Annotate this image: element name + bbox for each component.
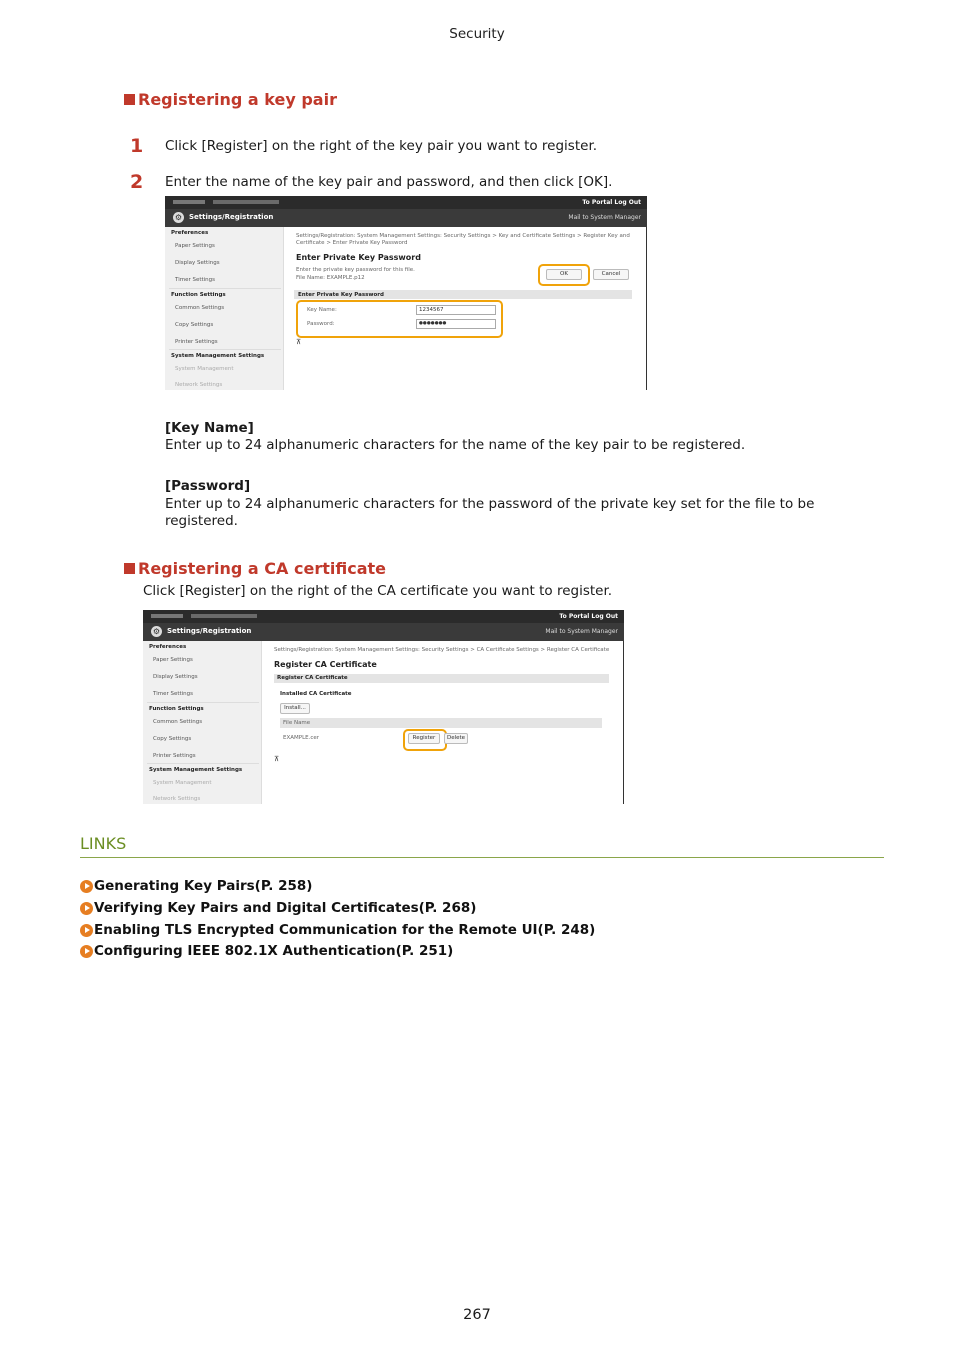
register-button[interactable]: Register bbox=[408, 733, 440, 744]
password-label: Password: bbox=[307, 321, 335, 327]
section-text: Click [Register] on the right of the CA certificate you want to register. bbox=[143, 583, 613, 599]
breadcrumb: Settings/Registration: System Management Settings: Security Settings > CA Certificate Settings > Register CA Certificate bbox=[274, 647, 610, 653]
delete-button[interactable]: Delete bbox=[444, 733, 468, 744]
link-text: Enabling TLS Encrypted Communication for the Remote UI(P. 248) bbox=[94, 922, 596, 938]
sidebar-group: Function Settings bbox=[171, 292, 226, 298]
app-title: Settings/Registration bbox=[167, 627, 252, 635]
app-title: Settings/Registration bbox=[189, 213, 274, 221]
sidebar-group: System Management Settings bbox=[171, 353, 265, 359]
page-number: 267 bbox=[463, 1307, 491, 1323]
key-name-input[interactable]: 1234567 bbox=[416, 305, 496, 315]
sidebar-item: Paper Settings bbox=[153, 657, 193, 663]
mail-link: Mail to System Manager bbox=[568, 214, 641, 221]
sidebar-item: Printer Settings bbox=[175, 339, 218, 345]
mail-link: Mail to System Manager bbox=[545, 628, 618, 635]
sidebar-item: Network Settings bbox=[153, 796, 201, 802]
term-password: [Password] bbox=[165, 478, 251, 494]
sidebar-item: System Management bbox=[175, 366, 234, 372]
screenshot-enter-private-key-password bbox=[165, 196, 647, 390]
sidebar-item: System Management bbox=[153, 780, 212, 786]
screen-heading: Register CA Certificate bbox=[274, 660, 377, 669]
password-input[interactable]: ●●●●●●● bbox=[416, 319, 496, 329]
band-title: Register CA Certificate bbox=[277, 675, 348, 681]
table-header bbox=[280, 718, 602, 728]
section-title-ca-certificate bbox=[124, 559, 386, 578]
step-number: 1 bbox=[130, 135, 144, 157]
term-key-name-desc: Enter up to 24 alphanumeric characters for the name of the key pair to be registered. bbox=[165, 437, 746, 453]
breadcrumb: Settings/Registration: System Management Settings: Security Settings > Key and Certificate Settings > Register Key and Certificate > Enter Private Key Password bbox=[296, 233, 630, 246]
sidebar-item: Copy Settings bbox=[175, 322, 214, 328]
scroll-top-icon[interactable]: ⊼ bbox=[296, 338, 302, 346]
arrow-circle-icon bbox=[80, 924, 93, 937]
sidebar-item: Display Settings bbox=[175, 260, 220, 266]
band-title: Enter Private Key Password bbox=[298, 292, 384, 298]
sidebar-item: Timer Settings bbox=[153, 691, 194, 697]
step-text: Enter the name of the key pair and password, and then click [OK]. bbox=[165, 174, 613, 190]
section-marker-icon bbox=[124, 563, 135, 574]
settings-gear-icon: ⚙ bbox=[152, 627, 161, 636]
sidebar-group: Preferences bbox=[171, 230, 209, 236]
sidebar bbox=[165, 227, 284, 390]
sidebar-item: Timer Settings bbox=[175, 277, 216, 283]
link-verifying-key-pairs[interactable] bbox=[80, 900, 476, 916]
sidebar-item: Copy Settings bbox=[153, 736, 192, 742]
arrow-circle-icon bbox=[80, 880, 93, 893]
step-text: Click [Register] on the right of the key pair you want to register. bbox=[165, 138, 598, 154]
screen-heading: Enter Private Key Password bbox=[296, 253, 421, 262]
cancel-button[interactable]: Cancel bbox=[593, 269, 629, 280]
link-enabling-tls[interactable] bbox=[80, 922, 595, 938]
sidebar-item: Network Settings bbox=[175, 382, 223, 388]
link-text: Configuring IEEE 802.1X Authentication(P. 251) bbox=[94, 943, 454, 959]
arrow-circle-icon bbox=[80, 902, 93, 915]
link-text: Verifying Key Pairs and Digital Certificates(P. 268) bbox=[94, 900, 477, 916]
portal-logout-links: To Portal Log Out bbox=[582, 199, 641, 206]
sidebar-item: Printer Settings bbox=[153, 753, 196, 759]
certificate-file: EXAMPLE.cer bbox=[283, 735, 320, 741]
section-title-text: Registering a key pair bbox=[138, 90, 337, 109]
section-title-text: Registering a CA certificate bbox=[138, 559, 386, 578]
ok-button[interactable]: OK bbox=[546, 269, 582, 280]
arrow-circle-icon bbox=[80, 945, 93, 958]
section-title-key-pair bbox=[124, 90, 337, 109]
sidebar-item: Common Settings bbox=[153, 719, 203, 725]
portal-logout-links: To Portal Log Out bbox=[559, 613, 618, 620]
link-text: Generating Key Pairs(P. 258) bbox=[94, 878, 313, 894]
sidebar-item: Paper Settings bbox=[175, 243, 215, 249]
settings-gear-icon: ⚙ bbox=[174, 213, 183, 222]
key-name-label: Key Name: bbox=[307, 307, 337, 313]
sidebar-group: System Management Settings bbox=[149, 767, 243, 773]
screenshot-register-ca-certificate bbox=[143, 610, 624, 804]
sidebar-group: Preferences bbox=[149, 644, 187, 650]
instruction-text: Enter the private key password for this file. bbox=[296, 267, 415, 273]
file-name-column: File Name bbox=[283, 720, 311, 726]
page-header: Security bbox=[449, 26, 505, 42]
term-key-name: [Key Name] bbox=[165, 420, 254, 436]
term-password-desc: Enter up to 24 alphanumeric characters for the password of the private key set for the file to be registered. bbox=[165, 496, 815, 529]
scroll-top-icon[interactable]: ⊼ bbox=[274, 755, 280, 763]
step-number: 2 bbox=[130, 171, 144, 193]
links-divider bbox=[80, 857, 884, 858]
install-button[interactable]: Install... bbox=[280, 703, 310, 714]
sidebar-group: Function Settings bbox=[149, 706, 204, 712]
link-configuring-ieee[interactable] bbox=[80, 943, 453, 959]
installed-heading: Installed CA Certificate bbox=[280, 691, 352, 697]
sidebar-item: Display Settings bbox=[153, 674, 198, 680]
links-title: LINKS bbox=[80, 834, 127, 853]
section-marker-icon bbox=[124, 94, 135, 105]
link-generating-key-pairs[interactable] bbox=[80, 878, 312, 894]
file-name-text: File Name: EXAMPLE.p12 bbox=[296, 275, 365, 281]
sidebar bbox=[143, 641, 262, 804]
sidebar-item: Common Settings bbox=[175, 305, 225, 311]
